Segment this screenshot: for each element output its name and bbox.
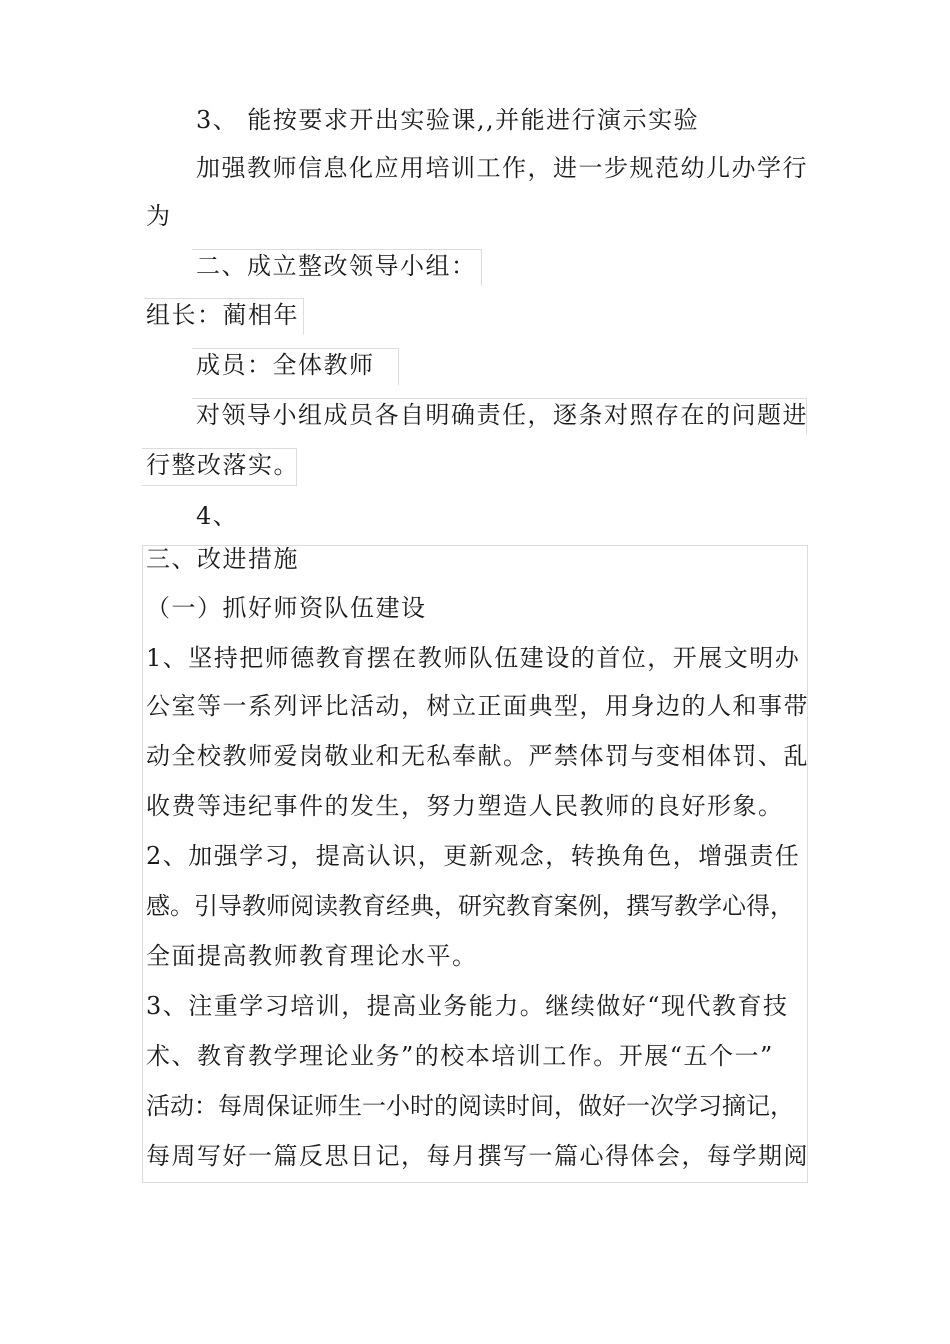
subsection-heading: （一）抓好师资队伍建设	[146, 594, 427, 622]
section-heading-measures: 三、改进措施	[146, 545, 299, 573]
measure-line: 3、注重学习培训，提高业务能力。继续做好“现代教育技	[146, 992, 789, 1020]
measure-line: 收费等违纪事件的发生，努力塑造人民教师的良好形象。	[146, 792, 784, 820]
measure-line: 1、坚持把师德教育摆在教师队伍建设的首位，开展文明办	[146, 644, 801, 672]
group-members-line: 成员：全体教师	[192, 348, 399, 385]
measure-line: 2、加强学习，提高认识，更新观念，转换角色，增强责任	[146, 842, 801, 870]
paragraph-line: 3、 能按要求开出实验课,,并能进行演示实验	[196, 106, 700, 134]
measure-line: 每周写好一篇反思日记，每月撰写一篇心得体会，每学期阅	[146, 1142, 809, 1170]
measure-line: 公室等一系列评比活动，树立正面典型，用身边的人和事带	[146, 692, 809, 720]
section-heading-leadership-group: 二、成立整改领导小组：	[192, 249, 482, 286]
paragraph-line: 加强教师信息化应用培训工作，进一步规范幼儿办学行	[196, 154, 808, 182]
measure-line: 动全校教师爱岗敬业和无私奉献。严禁体罚与变相体罚、乱	[146, 742, 809, 770]
paragraph-line: 为	[146, 202, 172, 230]
paragraph-line: 行整改落实。	[142, 448, 297, 486]
measure-line: 感。引导教师阅读教育经典，研究教育案例，撰写教学心得，	[146, 892, 794, 920]
group-leader-line: 组长：蔺相年	[144, 298, 304, 335]
paragraph-line: 对领导小组成员各自明确责任，逐条对照存在的问题进	[192, 398, 807, 435]
measure-line: 全面提高教师教育理论水平。	[146, 942, 478, 970]
list-number: 4、	[196, 502, 239, 530]
measure-line: 术、教育教学理论业务”的校本培训工作。开展“五个一”	[146, 1042, 774, 1070]
measure-line: 活动：每周保证师生一小时的阅读时间，做好一次学习摘记，	[146, 1092, 794, 1120]
